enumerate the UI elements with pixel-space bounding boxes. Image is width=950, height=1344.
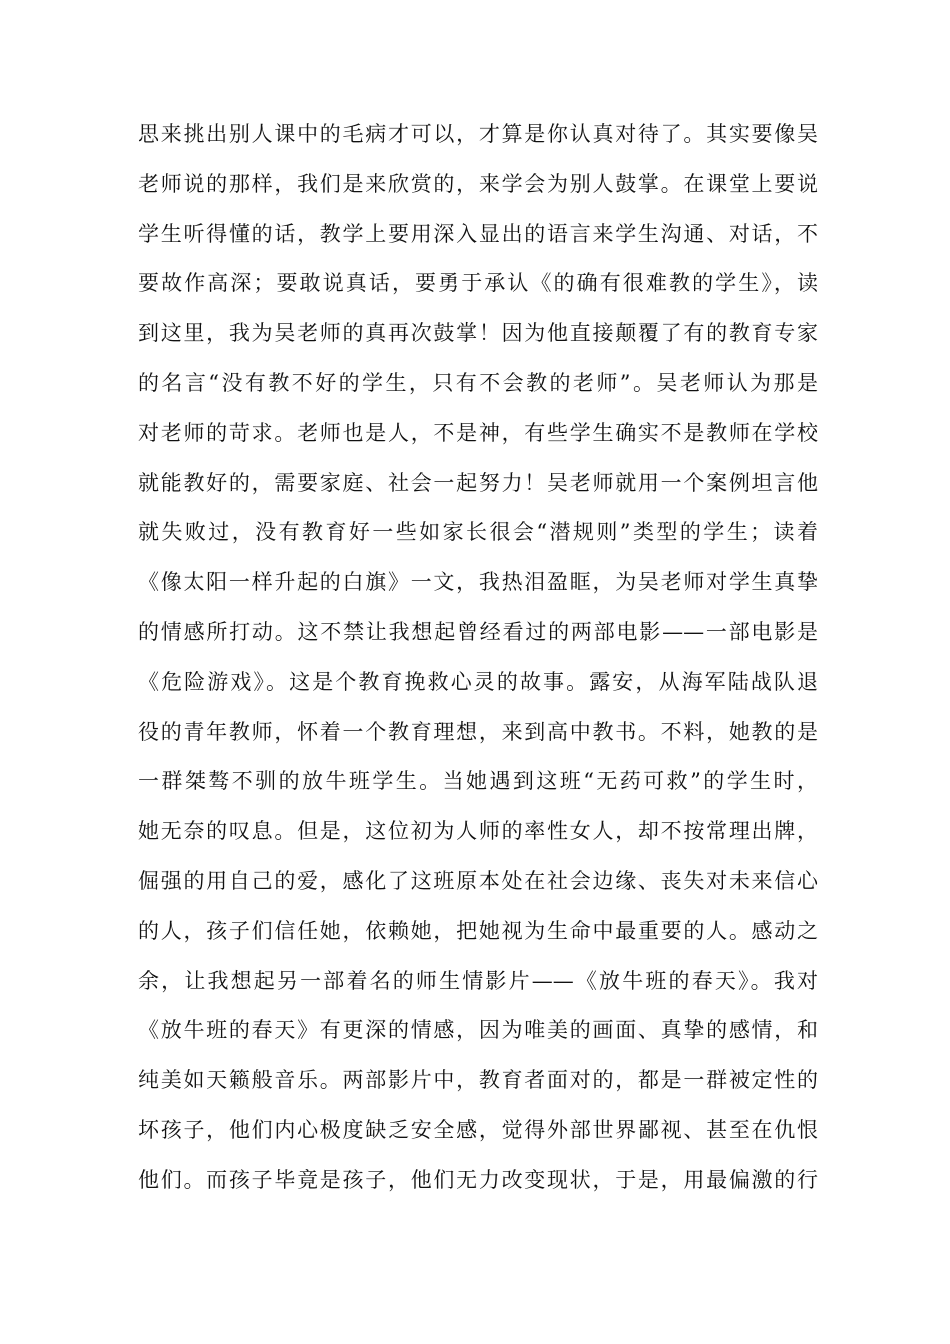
- text-line: 就能教好的，需要家庭、社会一起努力！吴老师就用一个案例坦言他: [138, 470, 818, 495]
- text-line: 役的青年教师，怀着一个教育理想，来到高中教书。不料，她教的是: [138, 719, 818, 744]
- text-line: 到这里，我为吴老师的真再次鼓掌！因为他直接颠覆了有的教育专家: [138, 321, 818, 346]
- text-line: 的情感所打动。这不禁让我想起曾经看过的两部电影——一部电影是: [138, 619, 818, 644]
- text-line: 的人，孩子们信任她，依赖她，把她视为生命中最重要的人。感动之: [138, 918, 818, 943]
- text-line: 对老师的苛求。老师也是人，不是神，有些学生确实不是教师在学校: [138, 420, 818, 445]
- text-line: 《像太阳一样升起的白旗》一文，我热泪盈眶，为吴老师对学生真挚: [138, 570, 818, 595]
- text-line: 倔强的用自己的爱，感化了这班原本处在社会边缘、丧失对未来信心: [138, 868, 818, 893]
- text-line: 他们。而孩子毕竟是孩子，他们无力改变现状，于是，用最偏激的行: [138, 1167, 818, 1192]
- text-line: 学生听得懂的话，教学上要用深入显出的语言来学生沟通、对话，不: [138, 221, 818, 246]
- text-line: 余，让我想起另一部着名的师生情影片——《放牛班的春天》。我对: [138, 968, 818, 993]
- body-paragraph: [138, 110, 818, 1206]
- text-line: 要故作高深；要敢说真话，要勇于承认《的确有很难教的学生》，读: [138, 271, 818, 296]
- text-line: 思来挑出别人课中的毛病才可以，才算是你认真对待了。其实要像吴: [138, 122, 818, 146]
- text-line: 《危险游戏》。这是个教育挽救心灵的故事。露安，从海军陆战队退: [138, 669, 818, 694]
- text-line: 一群桀骜不驯的放牛班学生。当她遇到这班“无药可救”的学生时，: [138, 769, 818, 794]
- text-line: 纯美如天籁般音乐。两部影片中，教育者面对的，都是一群被定性的: [138, 1068, 818, 1093]
- text-line: 的名言“没有教不好的学生，只有不会教的老师”。吴老师认为那是: [138, 370, 818, 395]
- text-line: 就失败过，没有教育好一些如家长很会“潜规则”类型的学生；读着: [138, 520, 818, 545]
- text-line: 坏孩子，他们内心极度缺乏安全感，觉得外部世界鄙视、甚至在仇恨: [138, 1117, 818, 1142]
- text-line: 她无奈的叹息。但是，这位初为人师的率性女人，却不按常理出牌，: [138, 819, 818, 844]
- text-line: 老师说的那样，我们是来欣赏的，来学会为别人鼓掌。在课堂上要说: [138, 171, 818, 196]
- text-line: 《放牛班的春天》有更深的情感，因为唯美的画面、真挚的感情，和: [138, 1018, 818, 1043]
